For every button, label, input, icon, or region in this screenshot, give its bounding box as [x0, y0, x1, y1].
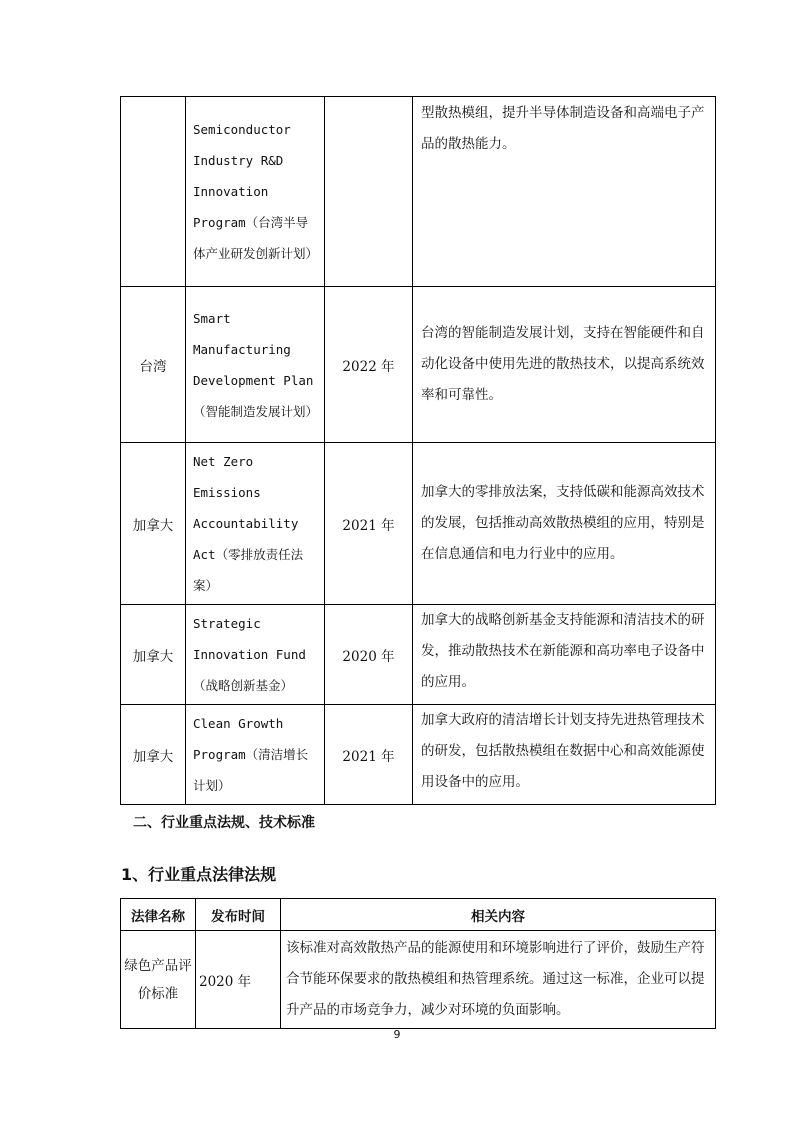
table-row — [121, 287, 716, 443]
description-cell: 型散热模组，提升半导体制造设备和高端电子产品的散热能力。 — [413, 97, 716, 287]
column-header-date: 发布时间 — [196, 899, 281, 931]
table-row — [121, 443, 716, 605]
table-row — [121, 705, 716, 805]
year-cell — [325, 97, 413, 287]
year-cell: 2021 年 — [325, 443, 413, 605]
law-content-cell: 该标准对高效散热产品的能源使用和环境影响进行了评价，鼓励生产符合节能环保要求的散热模组和热管理系统。通过这一标准，企业可以提升产品的市场竞争力，减少对环境的负面影响。 — [281, 931, 716, 1029]
region-cell: 加拿大 — [121, 705, 186, 805]
subsection-heading: 1、行业重点法律法规 — [121, 865, 277, 884]
policy-table — [120, 96, 716, 805]
region-cell: 加拿大 — [121, 605, 186, 705]
description-cell: 加拿大的战略创新基金支持能源和清洁技术的研发，推动散热技术在新能源和高功率电子设备中的应用。 — [413, 605, 716, 705]
policy-name-cell: Semiconductor Industry R&D Innovation Program（台湾半导体产业研发创新计划） — [186, 97, 325, 287]
year-cell: 2022 年 — [325, 287, 413, 443]
law-table — [120, 898, 716, 1029]
column-header-name: 法律名称 — [121, 899, 196, 931]
region-cell: 台湾 — [121, 287, 186, 443]
policy-name-cell: Smart Manufacturing Development Plan（智能制造发展计划） — [186, 287, 325, 443]
page-number: 9 — [393, 1028, 401, 1041]
table-row — [121, 97, 716, 287]
year-cell: 2020 年 — [325, 605, 413, 705]
policy-name-cell: Clean Growth Program（清洁增长计划） — [186, 705, 325, 805]
law-date-cell: 2020 年 — [196, 931, 281, 1029]
region-cell: 加拿大 — [121, 443, 186, 605]
year-cell: 2021 年 — [325, 705, 413, 805]
region-cell — [121, 97, 186, 287]
policy-name-cell: Net Zero Emissions Accountability Act（零排放责任法案） — [186, 443, 325, 605]
section-heading: 二、行业重点法规、技术标准 — [133, 815, 315, 831]
description-cell: 加拿大政府的清洁增长计划支持先进热管理技术的研发，包括散热模组在数据中心和高效能源使用设备中的应用。 — [413, 705, 716, 805]
law-name-cell: 绿色产品评价标准 — [121, 931, 196, 1029]
table-header-row — [121, 899, 716, 931]
policy-name-cell: Strategic Innovation Fund（战略创新基金） — [186, 605, 325, 705]
description-cell: 加拿大的零排放法案，支持低碳和能源高效技术的发展，包括推动高效散热模组的应用，特别是在信息通信和电力行业中的应用。 — [413, 443, 716, 605]
table-row — [121, 605, 716, 705]
table-row — [121, 931, 716, 1029]
description-cell: 台湾的智能制造发展计划，支持在智能硬件和自动化设备中使用先进的散热技术，以提高系统效率和可靠性。 — [413, 287, 716, 443]
column-header-content: 相关内容 — [281, 899, 716, 931]
